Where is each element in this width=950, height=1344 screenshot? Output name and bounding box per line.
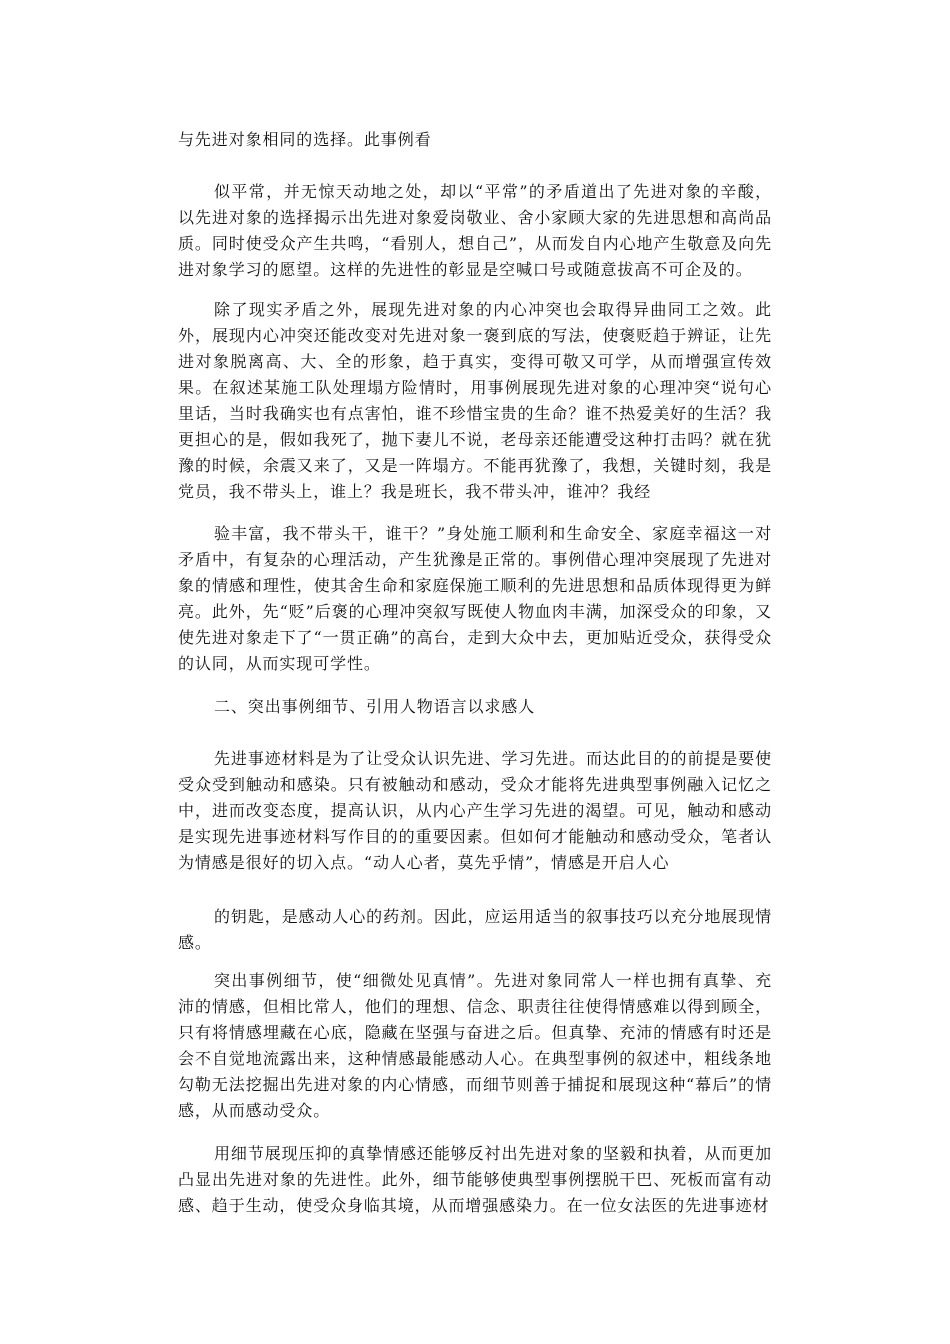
paragraph-7: 突出事例细节，使“细微处见真情”。先进对象同常人一样也拥有真挚、充沛的情感，但相比常人，他们的理想、信念、职责往往使得情感难以得到顾全，只有将情感埋藏在心底，隐藏在坚强与奋进之后。但真挚、充沛的情感有时还是会不自觉地流露出来，这种情感最能感动人心。在典型事例的叙述中，粗线条地勾勒无法挖掘出先进对象的内心情感，而细节则善于捕捉和展现这种“幕后”的情感，从而感动受众。 bbox=[178, 971, 772, 1120]
paragraph-2: 似平常，并无惊天动地之处，却以“平常”的矛盾道出了先进对象的辛酸，以先进对象的选择揭示出先进对象爱岗敬业、舍小家顾大家的先进思想和高尚品质。同时使受众产生共鸣，“看别人，想自己”，从而发自内心地产生敬意及向先进对象学习的愿望。这样的先进性的彰显是空喊口号或随意拔高不可企及的。 bbox=[178, 182, 772, 279]
paragraph-5: 先进事迹材料是为了让受众认识先进、学习先进。而达此目的的前提是要使受众受到触动和感染。只有被触动和感动，受众才能将先进典型事例融入记忆之中，进而改变态度，提高认识，从内心产生学习先进的渴望。可见，触动和感动是实现先进事迹材料写作目的的重要因素。但如何才能触动和感动受众，笔者认为情感是很好的切入点。“动人心者，莫先乎情”，情感是开启人心 bbox=[178, 749, 772, 872]
section-heading: 二、突出事例细节、引用人物语言以求感人 bbox=[214, 697, 536, 716]
paragraph-8: 用细节展现压抑的真挚情感还能够反衬出先进对象的坚毅和执着，从而更加凸显出先进对象的先进性。此外，细节能够使典型事例摆脱干巴、死板而富有动感、趋于生动，使受众身临其境，从而增强感染力。在一位女法医的先进事迹材 bbox=[178, 1144, 772, 1215]
paragraph-1: 与先进对象相同的选择。此事例看 bbox=[178, 130, 432, 149]
paragraph-6: 的钥匙，是感动人心的药剂。因此，应运用适当的叙事技巧以充分地展现情感。 bbox=[178, 907, 772, 952]
paragraph-4: 验丰富，我不带头干，谁干？”身处施工顺利和生命安全、家庭幸福这一对矛盾中，有复杂的心理活动，产生犹豫是正常的。事例借心理冲突展现了先进对象的情感和理性，使其舍生命和家庭保施工顺利的先进思想和品质体现得更为鲜亮。此外，先“贬”后褒的心理冲突叙写既使人物血肉丰满，加深受众的印象，又使先进对象走下了“一贯正确”的高台，走到大众中去，更加贴近受众，获得受众的认同，从而实现可学性。 bbox=[178, 524, 772, 673]
paragraph-3: 除了现实矛盾之外，展现先进对象的内心冲突也会取得异曲同工之效。此外，展现内心冲突还能改变对先进对象一褒到底的写法，使褒贬趋于辨证，让先进对象脱离高、大、全的形象，趋于真实，变得可敬又可学，从而增强宣传效果。在叙述某施工队处理塌方险情时，用事例展现先进对象的心理冲突“说句心里话，当时我确实也有点害怕，谁不珍惜宝贵的生命？谁不热爱美好的生活？我更担心的是，假如我死了，抛下妻儿不说，老母亲还能遭受这种打击吗？就在犹豫的时候，余震又来了，又是一阵塌方。不能再犹豫了，我想，关键时刻，我是党员，我不带头上，谁上？我是班长，我不带头冲，谁冲？我经 bbox=[178, 300, 772, 501]
